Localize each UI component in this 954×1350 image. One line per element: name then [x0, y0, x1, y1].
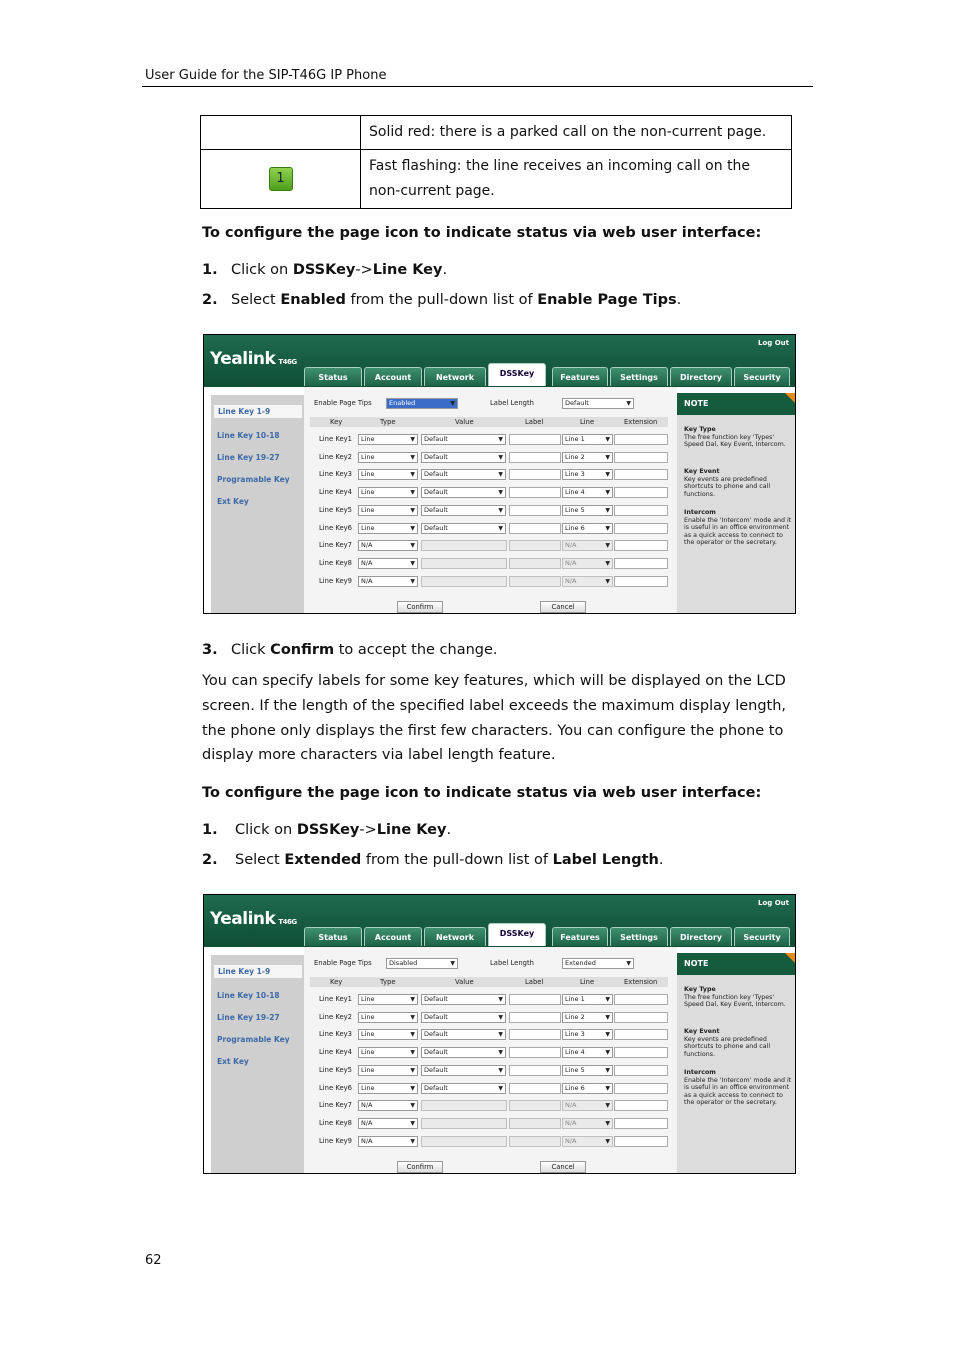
type-select[interactable]: Line ▼ [358, 434, 418, 445]
step-bold: Enable Page Tips [537, 292, 677, 308]
step-number: 1. [202, 822, 218, 838]
chevron-down-icon: ▼ [498, 1084, 503, 1092]
note-key-type: Key Type The free function key 'Types' Speed Dal, Key Event, Intercom. [684, 986, 786, 1009]
column-header: Extension [624, 418, 658, 426]
chevron-down-icon: ▼ [410, 489, 415, 497]
icon-cell [201, 116, 361, 150]
extension-input[interactable] [614, 452, 668, 463]
line-select: N/A ▼ [562, 1136, 613, 1147]
value-select[interactable]: Default ▼ [421, 487, 506, 498]
label-input[interactable] [509, 505, 561, 516]
note-key-type: Key Type The free function key 'Types' Speed Dal, Key Event, Intercom. [684, 426, 786, 449]
sidebar-item-0[interactable]: Line Key 1-9 [214, 965, 302, 978]
header-rule [142, 86, 813, 87]
step-bold: Confirm [270, 642, 335, 658]
value-select[interactable]: Default ▼ [421, 523, 506, 534]
extension-input[interactable] [614, 1029, 668, 1040]
tab-status[interactable]: Status [304, 367, 362, 386]
value-input [421, 1100, 507, 1111]
chevron-down-icon: ▼ [410, 453, 415, 461]
column-header: Label [525, 418, 544, 426]
column-header: Label [525, 978, 544, 986]
type-select[interactable]: N/A ▼ [358, 1100, 418, 1111]
line-select[interactable]: Line 1 ▼ [562, 434, 613, 445]
chevron-down-icon: ▼ [498, 506, 503, 514]
value-select[interactable]: Default ▼ [421, 1047, 506, 1058]
chevron-down-icon: ▼ [605, 559, 610, 567]
tab-status[interactable]: Status [304, 927, 362, 946]
tab-dsskey[interactable]: DSSKey [488, 363, 546, 386]
value-input [421, 558, 507, 569]
tab-security[interactable]: Security [734, 367, 790, 386]
extension-input[interactable] [614, 1136, 668, 1147]
sidebar [211, 955, 304, 1173]
chevron-down-icon: ▼ [605, 471, 610, 479]
sidebar-item-1[interactable]: Line Key 10-18 [217, 431, 280, 440]
line-key-label: Line Key7 [319, 1101, 352, 1110]
chevron-down-icon: ▼ [605, 524, 610, 532]
type-select[interactable]: Line ▼ [358, 1065, 418, 1076]
sidebar [211, 395, 304, 613]
tab-directory[interactable]: Directory [670, 367, 732, 386]
extension-input[interactable] [614, 1100, 668, 1111]
extension-input[interactable] [614, 487, 668, 498]
type-select[interactable]: N/A ▼ [358, 540, 418, 551]
label-input [509, 576, 561, 587]
step-text: Click on [231, 262, 293, 278]
type-select[interactable]: Line ▼ [358, 1047, 418, 1058]
line-key-label: Line Key8 [319, 558, 352, 567]
label-input[interactable] [509, 1065, 561, 1076]
line-select: N/A ▼ [562, 1118, 613, 1129]
chevron-down-icon: ▼ [410, 524, 415, 532]
sidebar-item-1[interactable]: Line Key 10-18 [217, 991, 280, 1000]
step-bold: Extended [284, 852, 362, 868]
extension-input[interactable] [614, 540, 668, 551]
column-header: Extension [624, 978, 658, 986]
value-input [421, 1136, 507, 1147]
chevron-down-icon: ▼ [410, 1049, 415, 1057]
chevron-down-icon: ▼ [498, 1066, 503, 1074]
line-key-label: Line Key6 [319, 523, 352, 532]
cancel-button[interactable]: Cancel [540, 1161, 586, 1173]
label-input[interactable] [509, 1047, 561, 1058]
tab-directory[interactable]: Directory [670, 927, 732, 946]
line-select[interactable]: Line 3 ▼ [562, 469, 613, 480]
value-select[interactable]: Default ▼ [421, 434, 506, 445]
enable-page-tips-label: Enable Page Tips [314, 399, 372, 407]
label-input [509, 1100, 561, 1111]
step-bold: Line Key [376, 822, 447, 838]
type-select[interactable]: N/A ▼ [358, 1118, 418, 1129]
chevron-down-icon: ▼ [498, 996, 503, 1003]
type-select[interactable]: Line ▼ [358, 1029, 418, 1040]
note-corner-decoration [785, 953, 795, 963]
chevron-down-icon: ▼ [410, 506, 415, 514]
value-select[interactable]: Default ▼ [421, 469, 506, 480]
step-text: Click on [235, 822, 297, 838]
label-length-label: Label Length [490, 959, 534, 967]
line-key-label: Line Key3 [319, 1030, 352, 1039]
note-intercom: Intercom Enable the 'Intercom' mode and it is useful in an office environment as a quick access to connect to the operator or the secretary. [684, 1069, 792, 1107]
type-select[interactable]: Line ▼ [358, 452, 418, 463]
type-select[interactable]: N/A ▼ [358, 576, 418, 587]
led-status-table [200, 115, 792, 209]
label-length-select[interactable]: Extended ▼ [562, 958, 634, 969]
chevron-down-icon: ▼ [605, 489, 610, 497]
type-select[interactable]: Line ▼ [358, 994, 418, 1005]
step-bold: DSSKey [296, 822, 360, 838]
chevron-down-icon: ▼ [410, 1137, 415, 1145]
step-number: 2. [202, 852, 218, 868]
label-input[interactable] [509, 452, 561, 463]
chevron-down-icon: ▼ [450, 400, 455, 407]
chevron-down-icon: ▼ [410, 996, 415, 1003]
step-text: Select [235, 852, 285, 868]
line-select[interactable]: Line 1 ▼ [562, 994, 613, 1005]
label-input [509, 1118, 561, 1129]
chevron-down-icon: ▼ [498, 524, 503, 532]
column-header: Type [380, 978, 396, 986]
extension-input[interactable] [614, 523, 668, 534]
chevron-down-icon: ▼ [498, 436, 503, 443]
label-input[interactable] [509, 523, 561, 534]
line-key-form [304, 387, 677, 613]
page-key-green-icon: 1 [269, 167, 293, 191]
table-row [201, 116, 792, 150]
column-header: Key [330, 978, 343, 986]
line-select: N/A ▼ [562, 1100, 613, 1111]
value-select[interactable]: Default ▼ [421, 452, 506, 463]
chevron-down-icon: ▼ [605, 1119, 610, 1127]
confirm-button[interactable]: Confirm [397, 601, 443, 613]
line-key-label: Line Key9 [319, 1136, 352, 1145]
label-input[interactable] [509, 994, 561, 1005]
note-title: NOTE [677, 393, 795, 415]
extension-input[interactable] [614, 1012, 668, 1023]
extension-input[interactable] [614, 1083, 668, 1094]
chevron-down-icon: ▼ [605, 453, 610, 461]
line-select[interactable]: Line 2 ▼ [562, 452, 613, 463]
chevron-down-icon: ▼ [410, 1119, 415, 1127]
extension-input[interactable] [614, 505, 668, 516]
chevron-down-icon: ▼ [605, 1084, 610, 1092]
step-bold: Enabled [280, 292, 346, 308]
yealink-logo: Yealink T46G [210, 909, 297, 929]
note-panel [677, 393, 795, 613]
chevron-down-icon: ▼ [498, 489, 503, 497]
line-select[interactable]: Line 5 ▼ [562, 1065, 613, 1076]
table-header [310, 977, 668, 987]
chevron-down-icon: ▼ [498, 471, 503, 479]
step-bold: Label Length [552, 852, 659, 868]
chevron-down-icon: ▼ [605, 1137, 610, 1145]
extension-input[interactable] [614, 1065, 668, 1076]
label-input[interactable] [509, 434, 561, 445]
type-select[interactable]: Line ▼ [358, 523, 418, 534]
type-select[interactable]: Line ▼ [358, 505, 418, 516]
extension-input[interactable] [614, 434, 668, 445]
extension-input[interactable] [614, 1118, 668, 1129]
chevron-down-icon: ▼ [410, 1102, 415, 1110]
tab-security[interactable]: Security [734, 927, 790, 946]
sidebar-item-2[interactable]: Line Key 19-27 [217, 453, 280, 462]
value-select[interactable]: Default ▼ [421, 1065, 506, 1076]
extension-input[interactable] [614, 1047, 668, 1058]
line-select[interactable]: Line 4 ▼ [562, 1047, 613, 1058]
line-key-label: Line Key7 [319, 541, 352, 550]
extension-input[interactable] [614, 994, 668, 1005]
page-number: 62 [145, 1253, 162, 1268]
tab-network[interactable]: Network [424, 367, 486, 386]
value-select[interactable]: Default ▼ [421, 1083, 506, 1094]
type-select[interactable]: Line ▼ [358, 1012, 418, 1023]
type-select[interactable]: Line ▼ [358, 469, 418, 480]
tab-network[interactable]: Network [424, 927, 486, 946]
value-select[interactable]: Default ▼ [421, 994, 506, 1005]
line-select[interactable]: Line 6 ▼ [562, 1083, 613, 1094]
note-title: NOTE [677, 953, 795, 975]
column-header: Line [580, 978, 595, 986]
extension-input[interactable] [614, 558, 668, 569]
line-key-label: Line Key1 [319, 435, 352, 443]
chevron-down-icon: ▼ [410, 1013, 415, 1021]
column-header: Line [580, 418, 595, 426]
line-select: N/A ▼ [562, 576, 613, 587]
column-header: Type [380, 418, 396, 426]
line-select[interactable]: Line 2 ▼ [562, 1012, 613, 1023]
chevron-down-icon: ▼ [626, 400, 631, 407]
tab-settings[interactable]: Settings [610, 927, 668, 946]
step-number: 1. [202, 262, 218, 278]
chevron-down-icon: ▼ [410, 436, 415, 443]
line-select: N/A ▼ [562, 540, 613, 551]
value-input [421, 1118, 507, 1129]
chevron-down-icon: ▼ [605, 577, 610, 585]
line-key-label: Line Key2 [319, 1012, 352, 1021]
step-bold: DSSKey [292, 262, 356, 278]
web-ui-screenshot-label-length [203, 894, 796, 1174]
sidebar-item-4[interactable]: Ext Key [217, 1057, 249, 1066]
line-select[interactable]: Line 4 ▼ [562, 487, 613, 498]
description-cell: Solid red: there is a parked call on the non-current page. [361, 116, 792, 150]
column-header: Key [330, 418, 343, 426]
step-number: 2. [202, 292, 218, 308]
icon-cell [201, 150, 361, 209]
line-key-label: Line Key4 [319, 488, 352, 497]
step-text: Select [231, 292, 281, 308]
line-key-label: Line Key4 [319, 1048, 352, 1057]
label-input[interactable] [509, 1029, 561, 1040]
sidebar-item-3[interactable]: Programable Key [217, 475, 290, 484]
line-select[interactable]: Line 5 ▼ [562, 505, 613, 516]
tab-dsskey[interactable]: DSSKey [488, 923, 546, 946]
type-select[interactable]: Line ▼ [358, 1083, 418, 1094]
chevron-down-icon: ▼ [605, 1049, 610, 1057]
procedure-heading: To configure the page icon to indicate status via web user interface: [202, 225, 762, 241]
line-key-label: Line Key1 [319, 995, 352, 1003]
label-input[interactable] [509, 469, 561, 480]
chevron-down-icon: ▼ [605, 1066, 610, 1074]
column-header: Value [455, 418, 474, 426]
line-key-label: Line Key3 [319, 470, 352, 479]
chevron-down-icon: ▼ [626, 960, 631, 967]
label-input[interactable] [509, 487, 561, 498]
top-bar [204, 335, 795, 387]
chevron-down-icon: ▼ [410, 1031, 415, 1039]
chevron-down-icon: ▼ [410, 1066, 415, 1074]
line-key-label: Line Key2 [319, 452, 352, 461]
chevron-down-icon: ▼ [410, 471, 415, 479]
label-length-select[interactable]: Default ▼ [562, 398, 634, 409]
yealink-logo: Yealink T46G [210, 349, 297, 369]
step-text: from the pull-down list of [361, 852, 553, 868]
label-input[interactable] [509, 1083, 561, 1094]
procedure-heading: To configure the page icon to indicate status via web user interface: [202, 785, 762, 801]
value-select[interactable]: Default ▼ [421, 1012, 506, 1023]
column-header: Value [455, 978, 474, 986]
step-number: 3. [202, 642, 218, 658]
step-text: . [676, 292, 682, 308]
chevron-down-icon: ▼ [605, 1013, 610, 1021]
web-ui-screenshot-enable-page-tips [203, 334, 796, 614]
extension-input[interactable] [614, 469, 668, 480]
chevron-down-icon: ▼ [498, 1031, 503, 1039]
sidebar-item-0[interactable]: Line Key 1-9 [214, 405, 302, 418]
chevron-down-icon: ▼ [498, 453, 503, 461]
step-text: from the pull-down list of [345, 292, 538, 308]
chevron-down-icon: ▼ [410, 559, 415, 567]
value-input [421, 540, 507, 551]
tab-account[interactable]: Account [364, 367, 422, 386]
sidebar-item-2[interactable]: Line Key 19-27 [217, 1013, 280, 1022]
chevron-down-icon: ▼ [410, 542, 415, 550]
logout-link[interactable]: Log Out [758, 339, 789, 347]
note-corner-decoration [785, 393, 795, 403]
note-key-event: Key Event Key events are predefined shortcuts to phone and call functions. [684, 468, 771, 498]
note-panel [677, 953, 795, 1173]
logout-link[interactable]: Log Out [758, 899, 789, 907]
label-input[interactable] [509, 1012, 561, 1023]
table-header [310, 417, 668, 427]
sidebar-item-3[interactable]: Programable Key [217, 1035, 290, 1044]
enable-page-tips-select[interactable]: Disabled ▼ [386, 958, 458, 969]
value-select[interactable]: Default ▼ [421, 1029, 506, 1040]
type-select[interactable]: N/A ▼ [358, 1136, 418, 1147]
chevron-down-icon: ▼ [605, 1102, 610, 1110]
step-text: . [442, 262, 448, 278]
extension-input[interactable] [614, 576, 668, 587]
note-intercom: Intercom Enable the 'Intercom' mode and it is useful in an office environment as a quick access to connect to the operator or the secretary. [684, 509, 792, 547]
table-row [201, 150, 792, 209]
step-bold: Line Key [372, 262, 443, 278]
chevron-down-icon: ▼ [410, 577, 415, 585]
label-input [509, 1136, 561, 1147]
type-select[interactable]: N/A ▼ [358, 558, 418, 569]
chevron-down-icon: ▼ [605, 436, 610, 443]
tab-features[interactable]: Features [552, 927, 608, 946]
enable-page-tips-select[interactable]: Enabled ▼ [386, 398, 458, 409]
line-select: N/A ▼ [562, 558, 613, 569]
value-input [421, 576, 507, 587]
chevron-down-icon: ▼ [410, 1084, 415, 1092]
tab-settings[interactable]: Settings [610, 367, 668, 386]
tab-account[interactable]: Account [364, 927, 422, 946]
label-input [509, 540, 561, 551]
step-text: . [658, 852, 664, 868]
chevron-down-icon: ▼ [605, 542, 610, 550]
label-length-label: Label Length [490, 399, 534, 407]
tab-features[interactable]: Features [552, 367, 608, 386]
note-key-event: Key Event Key events are predefined shortcuts to phone and call functions. [684, 1028, 771, 1058]
description-cell: Fast flashing: the line receives an incoming call on the non-current page. [361, 150, 792, 209]
value-select[interactable]: Default ▼ [421, 505, 506, 516]
line-key-label: Line Key9 [319, 576, 352, 585]
step-text: to accept the change. [334, 642, 498, 658]
line-key-label: Line Key5 [319, 505, 352, 514]
line-key-label: Line Key5 [319, 1065, 352, 1074]
line-select[interactable]: Line 3 ▼ [562, 1029, 613, 1040]
label-length-paragraph: You can specify labels for some key features, which will be displayed on the LCD screen. If the length of the specified label exceeds the maximum display length, the phone only displays the first few characters. You can configure the phone to display more characters via label length feature. [202, 673, 787, 764]
step-text: . [446, 822, 452, 838]
top-bar [204, 895, 795, 947]
chevron-down-icon: ▼ [605, 1031, 610, 1039]
running-header: User Guide for the SIP-T46G IP Phone [145, 68, 387, 83]
step-text: Click [231, 642, 271, 658]
step-text: -> [355, 262, 373, 278]
line-select[interactable]: Line 6 ▼ [562, 523, 613, 534]
type-select[interactable]: Line ▼ [358, 487, 418, 498]
chevron-down-icon: ▼ [498, 1013, 503, 1021]
chevron-down-icon: ▼ [450, 960, 455, 967]
label-input [509, 558, 561, 569]
cancel-button[interactable]: Cancel [540, 601, 586, 613]
enable-page-tips-label: Enable Page Tips [314, 959, 372, 967]
line-key-label: Line Key8 [319, 1118, 352, 1127]
sidebar-item-4[interactable]: Ext Key [217, 497, 249, 506]
confirm-button[interactable]: Confirm [397, 1161, 443, 1173]
step-text: -> [359, 822, 377, 838]
line-key-form [304, 947, 677, 1173]
chevron-down-icon: ▼ [605, 506, 610, 514]
chevron-down-icon: ▼ [605, 996, 610, 1003]
chevron-down-icon: ▼ [498, 1049, 503, 1057]
line-key-label: Line Key6 [319, 1083, 352, 1092]
